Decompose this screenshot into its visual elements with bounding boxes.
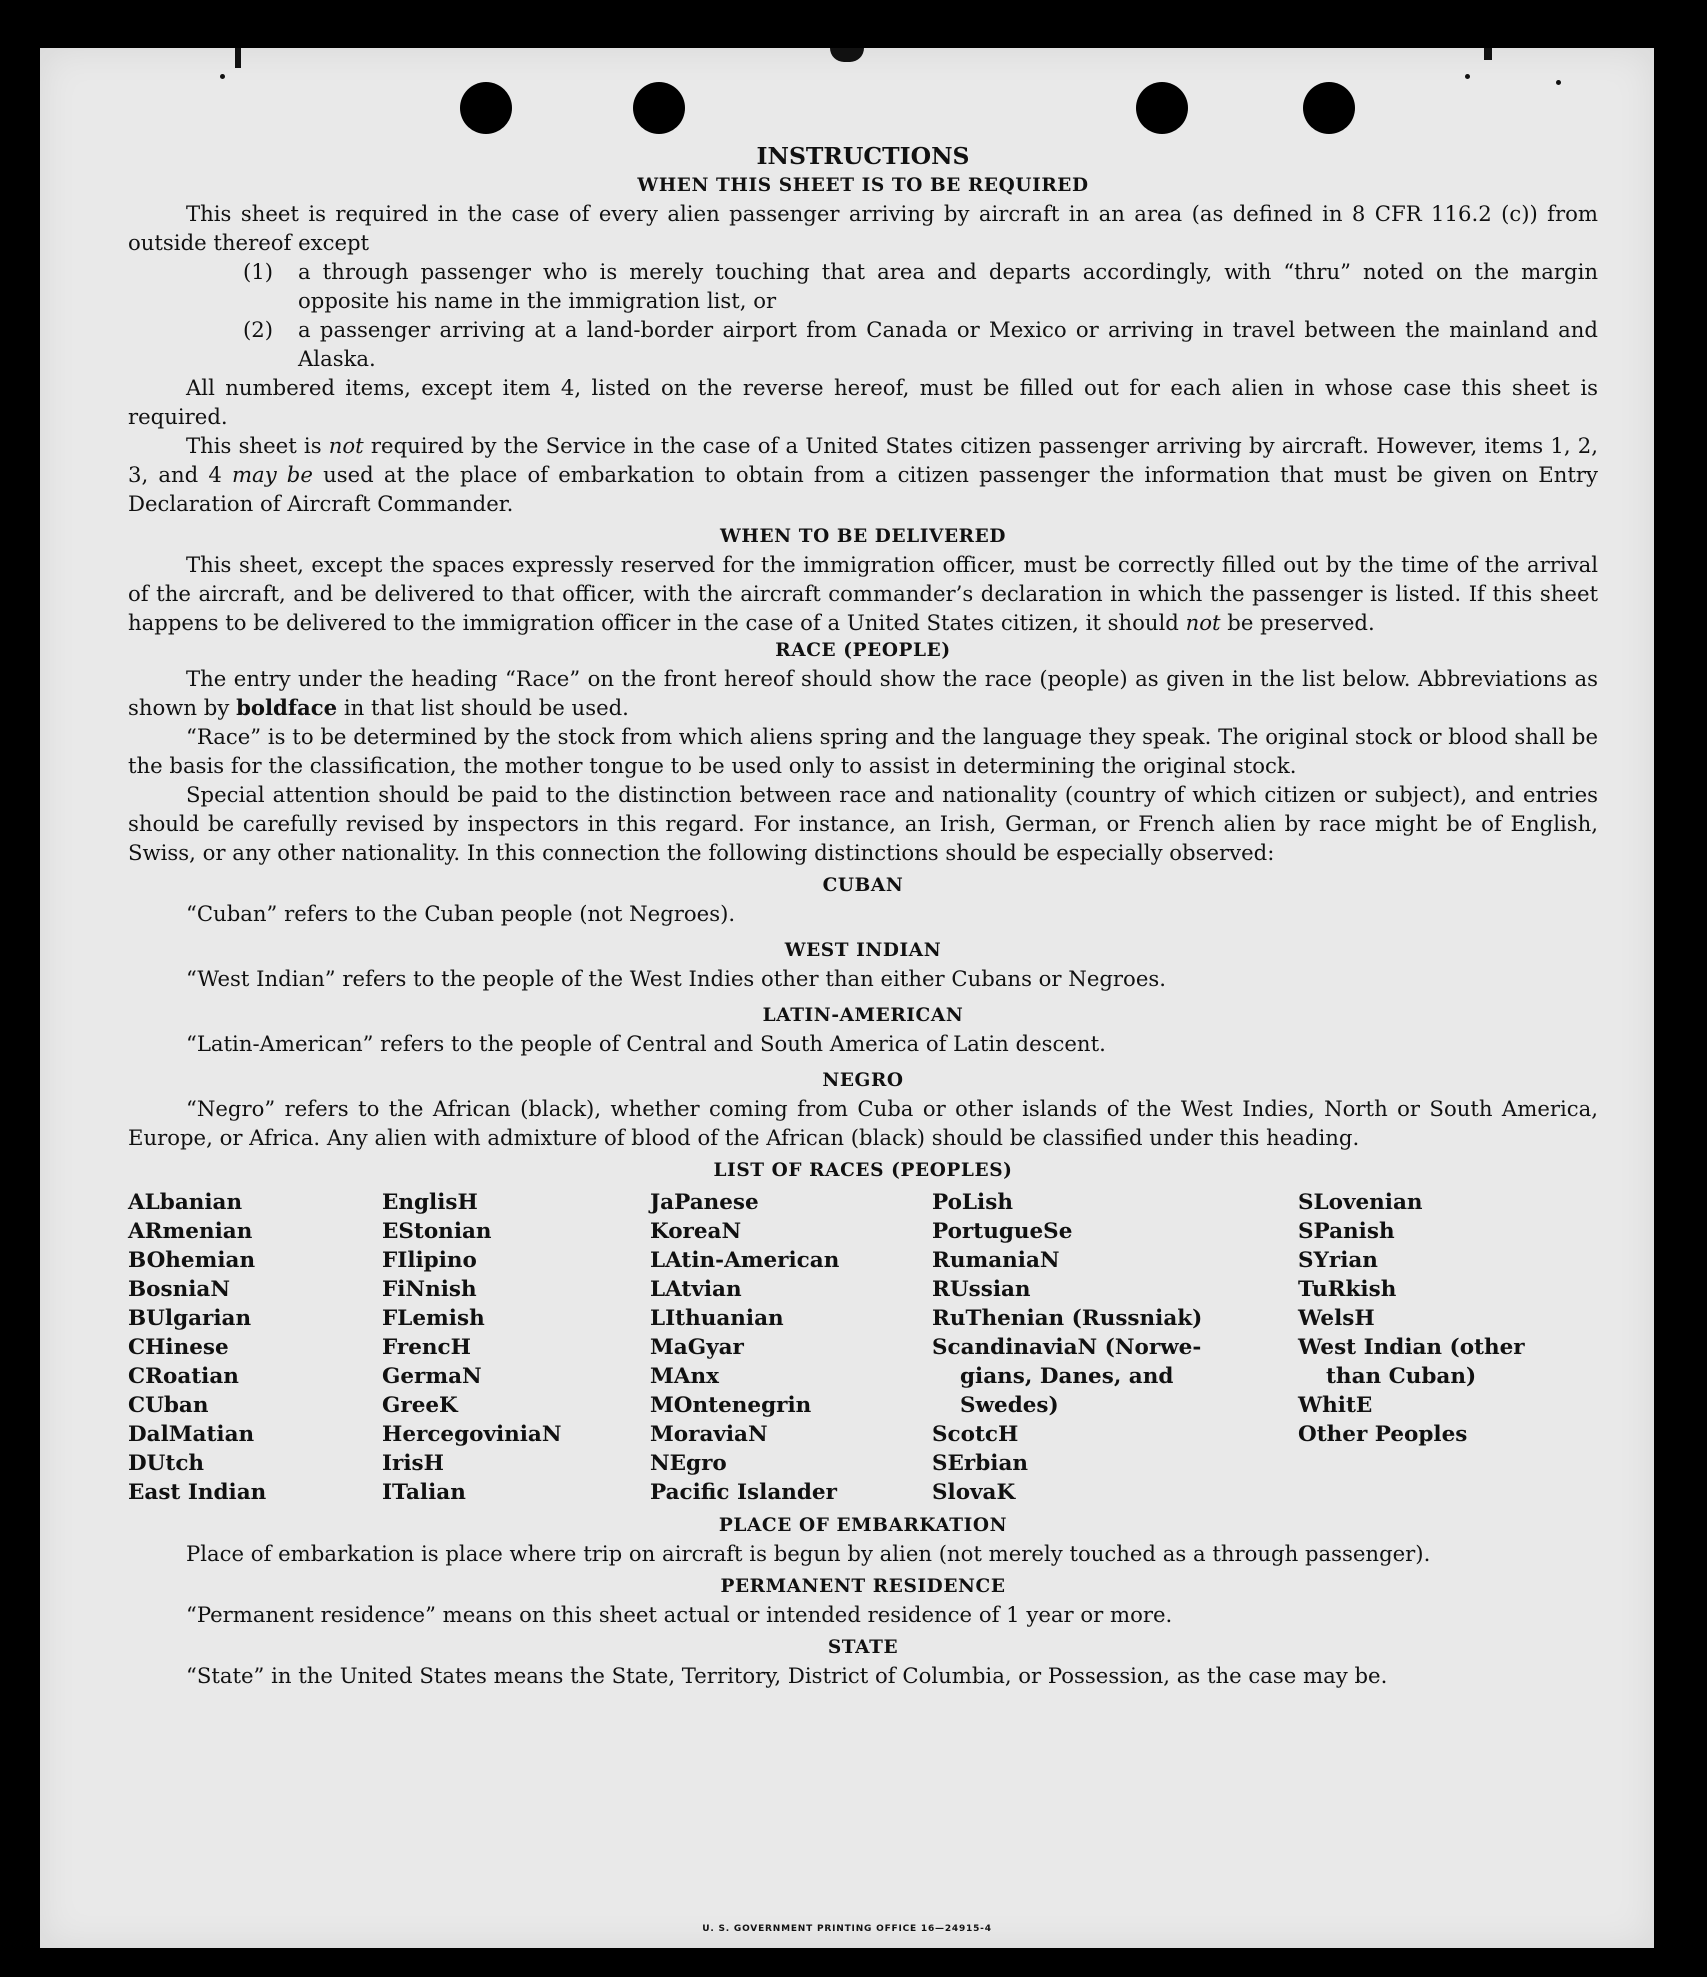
paragraph: “Negro” refers to the African (black), whether coming from Cuba or other islands of the West Indies, North or South America, Europe, or Africa. Any alien with admixture of blood of the African (black) should be classified under this heading. <box>128 1096 1598 1150</box>
race-entry: MaGyar <box>650 1335 744 1360</box>
races-column-2 <box>382 1188 650 1507</box>
race-entry: LAtvian <box>650 1277 742 1302</box>
race-entry: FrencH <box>382 1335 471 1360</box>
paragraph: “West Indian” refers to the people of the West Indies other than either Cubans or Negroes. <box>186 966 1166 991</box>
race-entry: PortugueSe <box>932 1219 1073 1244</box>
race-entry: Swedes) <box>960 1393 1059 1418</box>
race-entry: East Indian <box>128 1480 267 1505</box>
race-entry: EStonian <box>382 1219 492 1244</box>
race-entry: CRoatian <box>128 1364 239 1389</box>
ink-speck <box>830 48 864 62</box>
races-column-5 <box>1298 1188 1588 1507</box>
race-entry: FiNnish <box>382 1277 477 1302</box>
race-entry: KoreaN <box>650 1219 742 1244</box>
race-entry: CHinese <box>128 1335 229 1360</box>
race-entry: ITalian <box>382 1480 466 1505</box>
races-column-1 <box>128 1188 382 1507</box>
race-entry: ARmenian <box>128 1219 253 1244</box>
race-entry: DUtch <box>128 1451 205 1476</box>
race-entry: CUban <box>128 1393 209 1418</box>
section-heading-races-list: LIST OF RACES (PEOPLES) <box>713 1160 1013 1181</box>
section-heading-cuban: CUBAN <box>822 875 904 896</box>
race-entry: GermaN <box>382 1364 482 1389</box>
paragraph: “State” in the United States means the State, Territory, District of Columbia, or Possession, as the case may be. <box>186 1663 1388 1688</box>
race-entry: NEgro <box>650 1451 727 1476</box>
race-entry: SLovenian <box>1298 1190 1423 1215</box>
race-entry: FLemish <box>382 1306 485 1331</box>
race-entry: GreeK <box>382 1393 458 1418</box>
race-entry: DalMatian <box>128 1422 255 1447</box>
race-entry: West Indian (other <box>1298 1335 1525 1360</box>
paragraph: Special attention should be paid to the distinction between race and nationality (country of which citizen or subject), and entries should be carefully revised by inspectors in this regard. For instance, an Irish, German, or French alien by race might be of English, Swiss, or any other nationality. In this connection the following distinctions should be especially observed: <box>128 782 1598 865</box>
race-entry: Pacific Islander <box>650 1480 837 1505</box>
race-entry: MAnx <box>650 1364 719 1389</box>
race-entry: SlovaK <box>932 1480 1016 1505</box>
race-entry: BUlgarian <box>128 1306 252 1331</box>
race-entry: RumaniaN <box>932 1248 1060 1273</box>
paragraph: All numbered items, except item 4, listed on the reverse hereof, must be filled out for each alien in whose case this sheet is required. <box>128 375 1598 429</box>
section-heading-west-indian: WEST INDIAN <box>784 940 942 961</box>
race-entry: BosniaN <box>128 1277 230 1302</box>
section-heading-embarkation: PLACE OF EMBARKATION <box>718 1515 1008 1536</box>
ink-speck <box>1484 48 1492 60</box>
race-entry: IrisH <box>382 1451 444 1476</box>
paragraph: “Latin-American” refers to the people of Central and South America of Latin descent. <box>186 1031 1106 1056</box>
races-list <box>128 1188 1598 1507</box>
section-heading-latin-american: LATIN-AMERICAN <box>762 1005 964 1026</box>
race-entry: ALbanian <box>128 1190 243 1215</box>
race-entry: LAtin-American <box>650 1248 840 1273</box>
paragraph: The entry under the heading “Race” on the front hereof should show the race (people) as given in the list below. Abbreviations as shown by boldface in that list should be used. <box>128 666 1598 720</box>
paragraph: “Race” is to be determined by the stock from which aliens spring and the language they speak. The original stock or blood shall be the basis for the classification, the mother tongue to be used only to assist in determining the original stock. <box>128 724 1598 778</box>
section-heading-negro: NEGRO <box>822 1070 904 1091</box>
paragraph: “Cuban” refers to the Cuban people (not Negroes). <box>186 901 736 926</box>
printer-imprint: U. S. GOVERNMENT PRINTING OFFICE 16—24915-4 <box>702 1924 992 1934</box>
paragraph: This sheet, except the spaces expressly reserved for the immigration officer, must be correctly filled out by the time of the arrival of the aircraft, and be delivered to that officer, with the aircraft commander’s declaration in which the passenger is listed. If this sheet happens to be delivered to the immigration officer in the case of a United States citizen, it should not be preserved. <box>128 552 1598 635</box>
list-item: (1) a through passenger who is merely touching that area and departs accordingly, with “thru” noted on the margin opposite his name in the immigration list, or <box>243 259 1598 313</box>
race-entry: RUssian <box>932 1277 1031 1302</box>
ink-speck <box>220 74 225 79</box>
race-entry: MoraviaN <box>650 1422 768 1447</box>
race-entry: TuRkish <box>1298 1277 1397 1302</box>
race-entry: FIlipino <box>382 1248 477 1273</box>
races-column-4 <box>932 1188 1298 1507</box>
ink-speck <box>1556 80 1561 85</box>
paragraph: Place of embarkation is place where trip on aircraft is begun by alien (not merely touched as a through passenger). <box>186 1541 1431 1566</box>
page-title: INSTRUCTIONS <box>756 142 970 170</box>
race-entry: Other Peoples <box>1298 1422 1468 1447</box>
instructions-content <box>128 140 1598 1690</box>
race-entry: LIthuanian <box>650 1306 784 1331</box>
punch-hole <box>1303 82 1355 134</box>
races-column-3 <box>650 1188 932 1507</box>
race-entry: EnglisH <box>382 1190 478 1215</box>
race-entry: WhitE <box>1298 1393 1373 1418</box>
paragraph: This sheet is not required by the Service in the case of a United States citizen passenger arriving by aircraft. However, items 1, 2, 3, and 4 may be used at the place of embarkation to obtain from a citizen passenger the information that must be given on Entry Declaration of Aircraft Commander. <box>128 433 1599 516</box>
section-heading-required: WHEN THIS SHEET IS TO BE REQUIRED <box>637 175 1089 196</box>
punch-hole <box>1136 82 1188 134</box>
race-entry: JaPanese <box>650 1190 759 1215</box>
race-entry: ScotcH <box>932 1422 1019 1447</box>
paragraph: This sheet is required in the case of every alien passenger arriving by aircraft in an area (as defined in 8 CFR 116.2 (c)) from outside thereof except <box>128 201 1598 255</box>
race-entry: ScandinaviaN (Norwe- <box>932 1335 1202 1360</box>
document-sheet <box>40 48 1654 1948</box>
race-entry: PoLish <box>932 1190 1013 1215</box>
race-entry: than Cuban) <box>1326 1364 1477 1389</box>
paragraph: “Permanent residence” means on this sheet actual or intended residence of 1 year or more. <box>186 1602 1173 1627</box>
race-entry: gians, Danes, and <box>960 1364 1174 1389</box>
ink-speck <box>235 48 241 68</box>
section-heading-race: RACE (PEOPLE) <box>775 640 951 661</box>
list-item: (2) a passenger arriving at a land-border airport from Canada or Mexico or arriving in travel between the mainland and Alaska. <box>243 317 1598 371</box>
ink-speck <box>1465 74 1470 79</box>
race-entry: HercegoviniaN <box>382 1422 562 1447</box>
section-heading-delivered: WHEN TO BE DELIVERED <box>720 526 1006 547</box>
race-entry: SErbian <box>932 1451 1029 1476</box>
section-heading-state: STATE <box>827 1637 899 1658</box>
race-entry: SYrian <box>1298 1248 1378 1273</box>
race-entry: BOhemian <box>128 1248 256 1273</box>
race-entry: MOntenegrin <box>650 1393 812 1418</box>
race-entry: RuThenian (Russniak) <box>932 1306 1203 1331</box>
section-heading-residence: PERMANENT RESIDENCE <box>720 1576 1006 1597</box>
race-entry: SPanish <box>1298 1219 1395 1244</box>
race-entry: WelsH <box>1298 1306 1375 1331</box>
punch-hole <box>633 82 685 134</box>
punch-hole <box>460 82 512 134</box>
